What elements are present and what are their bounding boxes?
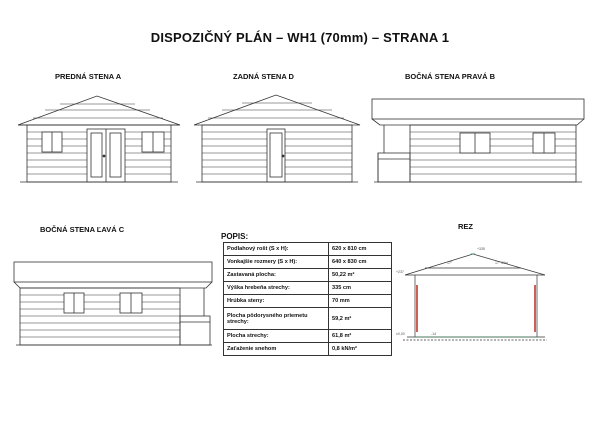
left-terrace-railing [180,316,210,345]
spec-row [224,269,392,282]
spec-value: 620 x 810 cm [329,243,392,256]
section-floor-level: ±0,00 [396,332,405,336]
spec-value: 0,8 kN/m² [329,343,392,356]
right-terrace-railing [378,153,410,182]
left-wall-body [20,288,180,345]
section-drawing [395,240,595,350]
spec-row [224,295,392,308]
spec-value: 50,22 m² [329,269,392,282]
spec-label: Plocha pôdorysného priemetu strechy: [224,308,329,330]
section-roof-line [405,254,545,275]
spec-row [224,330,392,343]
spec-value: 70 mm [329,295,392,308]
label-left-wall: BOČNÁ STENA ĽAVÁ C [40,225,125,234]
section-pitch-right: 17° 50m [495,261,509,265]
page-title: DISPOZIČNÝ PLÁN – WH1 (70mm) – STRANA 1 [150,30,450,45]
spec-row [224,256,392,269]
front-gable-roof [18,96,180,125]
label-section: REZ [458,222,473,231]
section-ridge-level: +335 [477,247,485,251]
spec-value: 640 x 830 cm [329,256,392,269]
label-back-wall: ZADNÁ STENA D [233,72,294,81]
spec-table [223,242,392,356]
spec-row [224,282,392,295]
back-wall-drawing [192,80,372,185]
left-wall-drawing [12,258,217,348]
label-front-wall: PREDNÁ STENA A [55,72,122,81]
front-wall-drawing [15,80,195,185]
spec-heading: POPIS: [221,232,249,241]
spec-label: Zaťaženie snehom [224,343,329,356]
label-right-wall: BOČNÁ STENA PRAVÁ B [405,72,496,81]
spec-label: Plocha strechy: [224,330,329,343]
section-base-level: -14 [431,332,437,336]
spec-row [224,308,392,330]
section-pitch-left: 17° [447,261,453,265]
spec-label: Výška hrebeňa strechy: [224,282,329,295]
right-wall-drawing [370,95,595,185]
spec-label: Hrúbka steny: [224,295,329,308]
spec-row [224,243,392,256]
section-eave-level: +237 [396,270,404,274]
right-roof-fascia [372,99,584,119]
spec-value: 59,2 m² [329,308,392,330]
spec-value: 335 cm [329,282,392,295]
spec-row [224,343,392,356]
spec-value: 61,8 m² [329,330,392,343]
left-roof-fascia [14,262,212,282]
spec-label: Podlahový rošt (S x H): [224,243,329,256]
spec-label: Zastavaná plocha: [224,269,329,282]
spec-label: Vonkajšie rozmery (S x H): [224,256,329,269]
